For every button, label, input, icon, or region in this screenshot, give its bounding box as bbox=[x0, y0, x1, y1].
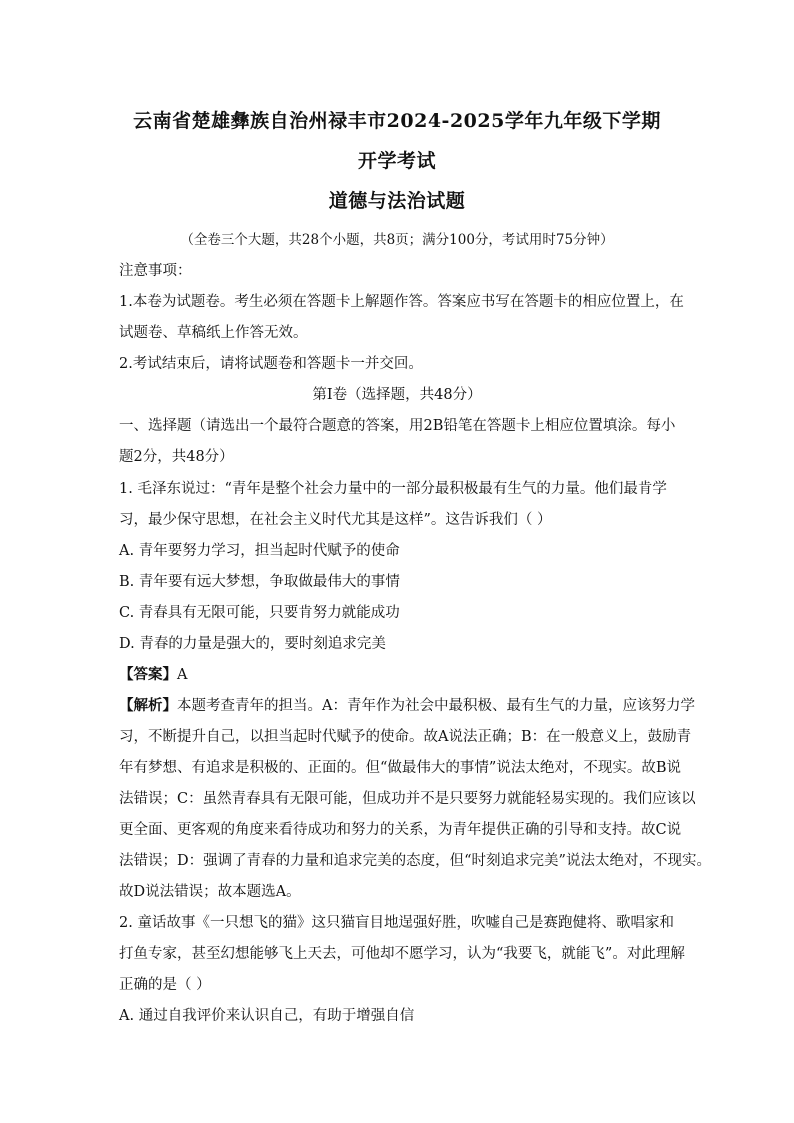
analysis-text: 本题考查青年的担当。A：青年作为社会中最积极、最有生气的力量，应该努力学 bbox=[177, 698, 695, 714]
exam-title-line1: 云南省楚雄彝族自治州禄丰市2024-2025学年九年级下学期 bbox=[133, 110, 661, 132]
answer-label: 【答案】 bbox=[119, 666, 177, 683]
question-1-option-a: A. 青年要努力学习，担当起时代赋予的使命 bbox=[119, 543, 400, 559]
question-1-analysis-line-6: 法错误；D：强调了青春的力量和追求完美的态度，但“时刻追求完美”说法太绝对，不现实。 bbox=[119, 853, 711, 869]
question-1-analysis-line-2: 习，不断提升自己，以担当起时代赋予的使命。故A说法正确；B：在一般意义上，鼓励青 bbox=[119, 729, 692, 745]
question-1-stem-line-1: 1. 毛泽东说过：“青年是整个社会力量中的一部分最积极最有生气的力量。他们最肯学 bbox=[119, 481, 667, 497]
question-2-option-a: A. 通过自我评价来认识自己，有助于增强自信 bbox=[119, 1008, 415, 1024]
question-1-analysis-line-3: 年有梦想、有追求是积极的、正面的。但“做最伟大的事情”说法太绝对，不现实。故B说 bbox=[119, 760, 681, 776]
question-1-analysis-line-1 bbox=[119, 694, 695, 715]
section-1-heading-line-2: 题2分，共48分） bbox=[119, 449, 234, 465]
question-2-stem-line-3: 正确的是（ ） bbox=[119, 977, 211, 993]
question-1-stem-line-2: 习，最少保守思想，在社会主义时代尤其是这样”。这告诉我们（ ） bbox=[119, 512, 552, 528]
question-1-analysis-line-7: 故D说法错误；故本题选A。 bbox=[119, 884, 301, 900]
note-1-line-1: 1.本卷为试题卷。考生必须在答题卡上解题作答。答案应书写在答题卡的相应位置上，在 bbox=[119, 294, 684, 310]
question-1-analysis-line-5: 更全面、更客观的角度来看待成功和努力的关系，为青年提供正确的引导和支持。故C说 bbox=[119, 822, 682, 838]
subject-title: 道德与法治试题 bbox=[328, 190, 466, 212]
question-1-option-b: B. 青年要有远大梦想，争取做最伟大的事情 bbox=[119, 574, 400, 590]
question-1-option-d: D. 青春的力量是强大的，要时刻追求完美 bbox=[119, 636, 386, 652]
question-1-analysis-line-4: 法错误；C：虽然青春具有无限可能，但成功并不是只要努力就能轻易实现的。我们应该以 bbox=[119, 791, 696, 807]
note-1-line-2: 试题卷、草稿纸上作答无效。 bbox=[119, 325, 308, 341]
question-2-stem-line-2: 打鱼专家，甚至幻想能够飞上天去，可他却不愿学习，认为“我要飞，就能飞”。对此理解 bbox=[119, 946, 685, 962]
note-2: 2.考试结束后，请将试题卷和答题卡一并交回。 bbox=[119, 356, 423, 372]
question-1-answer bbox=[119, 663, 187, 684]
exam-title-line2: 开学考试 bbox=[357, 150, 436, 172]
notes-heading: 注意事项： bbox=[119, 263, 192, 279]
section-1-heading-line-1: 一、选择题（请选出一个最符合题意的答案，用2B铅笔在答题卡上相应位置填涂。每小 bbox=[119, 418, 676, 434]
exam-info: （全卷三个大题，共28个小题，共8页；满分100分，考试用时75分钟） bbox=[180, 232, 614, 248]
question-2-stem-line-1: 2. 童话故事《一只想飞的猫》这只猫盲目地逞强好胜，吹嘘自己是赛跑健将、歌唱家和 bbox=[119, 915, 674, 931]
question-1-option-c: C. 青春具有无限可能，只要肯努力就能成功 bbox=[119, 605, 400, 621]
part-1-title: 第Ⅰ卷（选择题，共48分） bbox=[312, 387, 482, 403]
answer-value: A bbox=[177, 667, 188, 683]
analysis-label: 【解析】 bbox=[119, 697, 177, 714]
